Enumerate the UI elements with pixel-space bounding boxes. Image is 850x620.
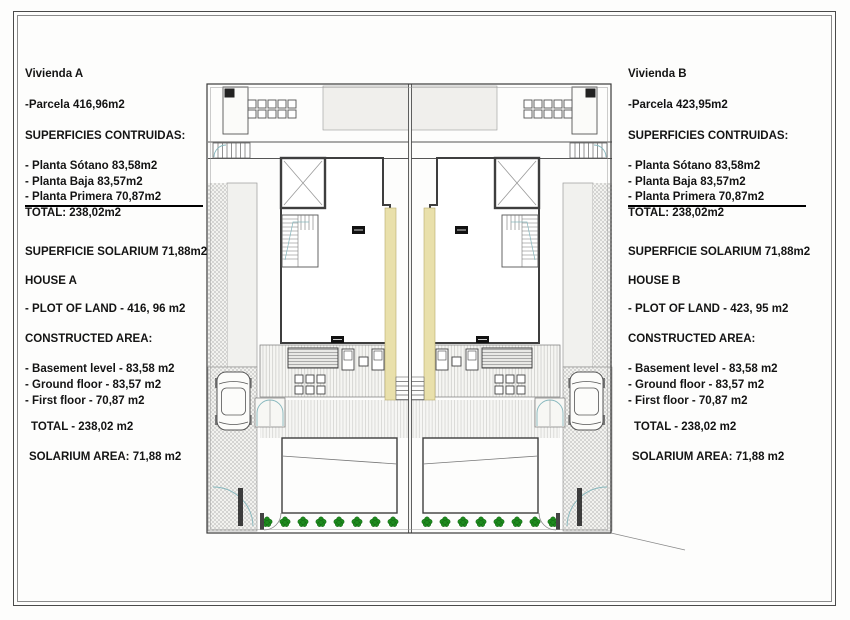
house-a-total-es: TOTAL: 238,02m2: [25, 207, 122, 219]
house-b-solarium-en: SOLARIUM AREA: 71,88 m2: [632, 451, 785, 463]
house-a-ground: - Ground floor - 83,57 m2: [25, 379, 162, 391]
house-a-superficies-heading: SUPERFICIES CONTRUIDAS:: [25, 130, 186, 142]
house-b-total-es: TOTAL: 238,02m2: [628, 207, 725, 219]
house-a-planta-sotano: - Planta Sótano 83,58m2: [25, 160, 158, 172]
house-b-basement: - Basement level - 83,58 m2: [628, 363, 778, 375]
house-a-parcela: -Parcela 416,96m2: [25, 99, 125, 111]
house-b-first: - First floor - 70,87 m2: [628, 395, 748, 407]
house-b-solarium-es: SUPERFICIE SOLARIUM 71,88m2: [628, 246, 811, 258]
house-b-planta-baja: - Planta Baja 83,57m2: [628, 176, 746, 188]
house-b-parcela: -Parcela 423,95m2: [628, 99, 728, 111]
house-a-solarium-en: SOLARIUM AREA: 71,88 m2: [29, 451, 182, 463]
house-a-planta-baja: - Planta Baja 83,57m2: [25, 176, 143, 188]
house-b-heading-en: HOUSE B: [628, 275, 681, 287]
house-a-constructed-heading: CONSTRUCTED AREA:: [25, 333, 153, 345]
house-b-title: Vivienda B: [628, 68, 687, 80]
house-a-basement: - Basement level - 83,58 m2: [25, 363, 175, 375]
house-a-total-en: TOTAL - 238,02 m2: [31, 421, 134, 433]
house-a-plot-of-land: - PLOT OF LAND - 416, 96 m2: [25, 303, 186, 315]
house-a-first: - First floor - 70,87 m2: [25, 395, 145, 407]
house-a-heading-en: HOUSE A: [25, 275, 77, 287]
house-a-solarium-es: SUPERFICIE SOLARIUM 71,88m2: [25, 246, 208, 258]
house-b-planta-sotano: - Planta Sótano 83,58m2: [628, 160, 761, 172]
house-b-plot-of-land: - PLOT OF LAND - 423, 95 m2: [628, 303, 789, 315]
house-b-planta-primera: - Planta Primera 70,87m2: [628, 191, 806, 207]
house-b-superficies-heading: SUPERFICIES CONTRUIDAS:: [628, 130, 789, 142]
house-a-title: Vivienda A: [25, 68, 84, 80]
house-b-ground: - Ground floor - 83,57 m2: [628, 379, 765, 391]
house-b-constructed-heading: CONSTRUCTED AREA:: [628, 333, 756, 345]
house-a-planta-primera: - Planta Primera 70,87m2: [25, 191, 203, 207]
house-b-total-en: TOTAL - 238,02 m2: [634, 421, 737, 433]
